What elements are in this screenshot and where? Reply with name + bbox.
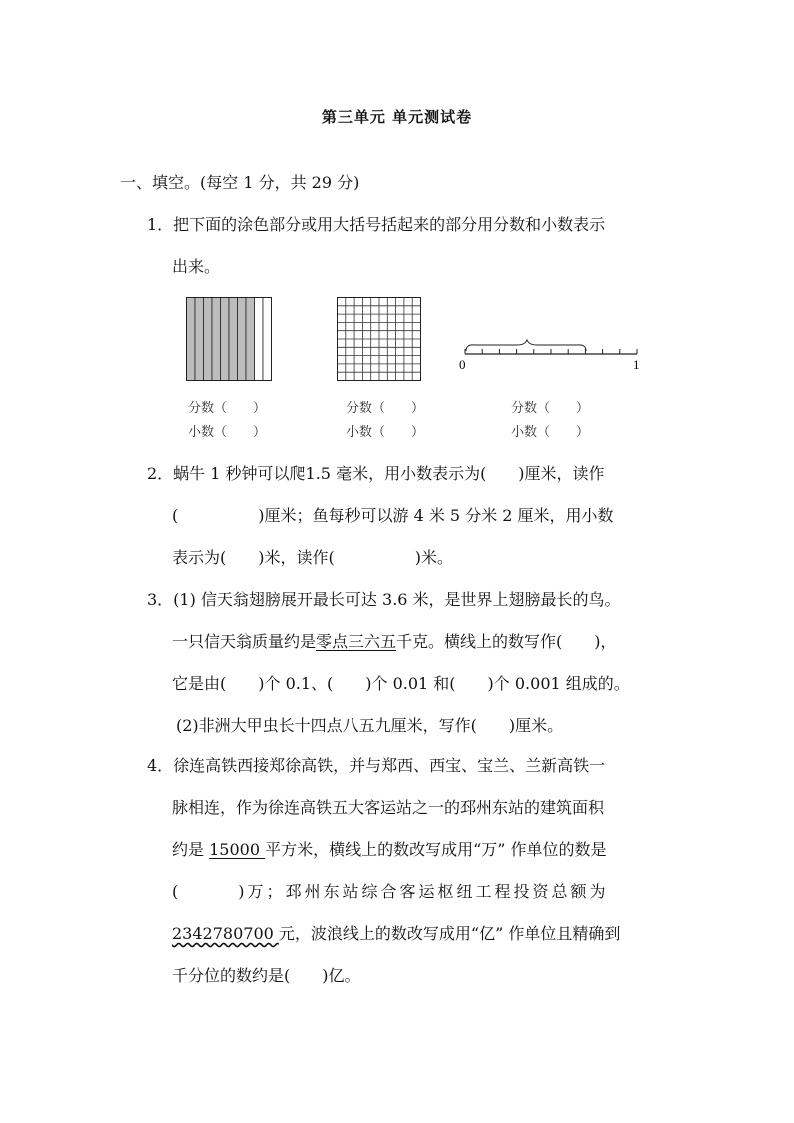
fig2-fraction-label: 分数（ ） [346,401,425,416]
strip-cell [255,298,264,381]
q3-line1: 3．(1) 信天翁翅膀展开最长可达 3.6 米，是世界上翅膀最长的鸟。 [147,590,621,609]
fig2-decimal-label: 小数（ ） [346,425,425,440]
q2-line3: 表示为( )米，读作( )米。 [172,548,453,567]
strip-cell [238,298,247,381]
q4-line2: 脉相连，作为徐连高铁五大客运站之一的邳州东站的建筑面积 [172,798,605,817]
grid-diagram [337,297,421,381]
q3-line4: (2)非洲大甲虫长十四点八五九厘米，写作( )厘米。 [176,716,564,735]
strip-cell [221,298,230,381]
q4-line4: ( )万；邳州东站综合客运枢纽工程投资总额为 [172,882,609,901]
strip-cell [263,298,272,381]
q4-line5: 2342780700 元，波浪线上的数改写成用“亿” 作单位且精确到 [172,924,621,943]
strip-cell [246,298,255,381]
numberline-start-label: 0 [459,357,466,372]
strip-cell [195,298,204,381]
underlined-number: 15000 [209,840,266,859]
q1-line2: 出来。 [172,257,221,276]
fig3-decimal-label: 小数（ ） [511,425,590,440]
strip-diagram [186,297,272,381]
fig1-decimal-label: 小数（ ） [188,425,267,440]
underlined-number: 零点三六五 [316,632,397,651]
page-title: 第三单元 单元测试卷 [321,108,473,126]
strip-cell [212,298,221,381]
q2-line2: ( )厘米；鱼每秒可以游 4 米 5 分米 2 厘米，用小数 [172,506,614,525]
strip-cell [229,298,238,381]
fig3-fraction-label: 分数（ ） [511,401,590,416]
section-heading: 一、填空。(每空 1 分，共 29 分) [120,173,360,192]
q2-line1: 2．蜗牛 1 秒钟可以爬1.5 毫米，用小数表示为( )厘米，读作 [147,464,605,483]
number-line [455,338,650,372]
strip-cell [187,298,196,381]
q4-line6: 千分位的数约是( )亿。 [172,966,361,985]
q4-line1: 4．徐连高铁西接郑徐高铁，并与郑西、西宝、宝兰、兰新高铁一 [147,756,606,775]
fig1-fraction-label: 分数（ ） [188,401,267,416]
strip-cell [204,298,213,381]
q3-line2: 一只信天翁质量约是零点三六五千克。横线上的数写作( )， [172,632,617,651]
q1-line1: 1．把下面的涂色部分或用大括号括起来的部分用分数和小数表示 [147,215,606,234]
q4-line3: 约是 15000 平方米，横线上的数改写成用“万” 作单位的数是 [172,840,607,859]
numberline-end-label: 1 [633,357,640,372]
q3-line3: 它是由( )个 0.1、( )个 0.01 和( )个 0.001 组成的。 [172,674,630,693]
wavy-underlined-number: 2342780700 [172,924,279,943]
